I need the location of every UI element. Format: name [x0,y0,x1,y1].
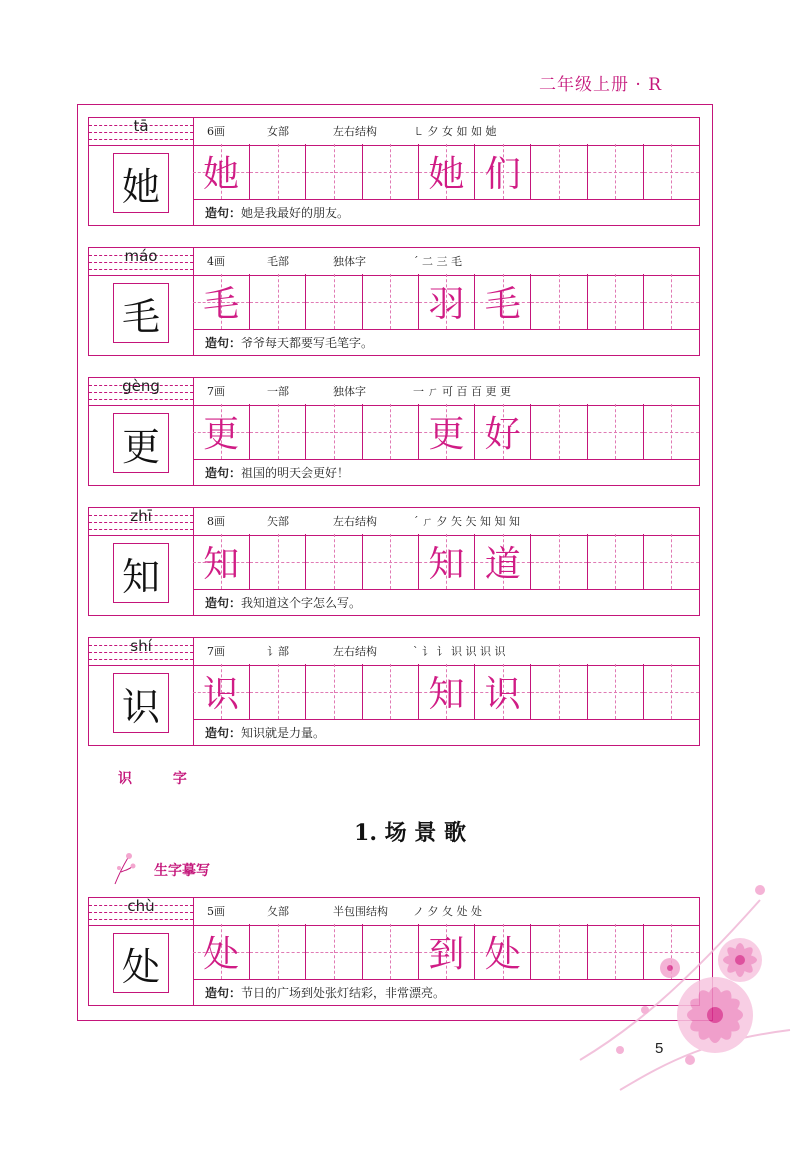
practice-char: 她 [203,154,240,195]
model-char: 处 [113,933,169,993]
sentence-label: 造句： [205,466,242,480]
practice-cell [530,664,586,719]
practice-cell [418,924,474,979]
pinyin-row [88,637,700,666]
pinyin-box [89,508,194,535]
stroke-count: 6画 [207,125,225,138]
practice-cell [643,534,699,589]
example-sentence [205,594,361,611]
structure: 左右结构 [333,645,377,658]
model-char: 知 [113,543,169,603]
practice-cell [587,534,643,589]
model-char: 更 [113,413,169,473]
practice-cell [587,664,643,719]
sentence-text: 她是我最好的朋友。 [241,206,350,220]
sentence-label: 造句： [205,726,242,740]
practice-char: 知 [428,674,465,715]
pinyin: gèng [122,377,160,395]
character-entry [88,247,700,357]
radical: 矢部 [267,515,289,528]
example-sentence [205,464,349,481]
practice-cell [305,664,361,719]
practice-char [250,534,305,589]
pinyin-box [89,638,194,665]
model-char: 她 [113,153,169,213]
practice-cell [587,274,643,329]
practice-char [363,534,418,589]
page-number: 5 [655,1040,664,1057]
practice-char [250,924,305,979]
practice-char [306,534,361,589]
practice-char [306,924,361,979]
practice-cell [587,924,643,979]
pinyin-row [88,377,700,406]
practice-char: 更 [203,414,240,455]
practice-cell [193,274,249,329]
practice-cell [530,534,586,589]
practice-char: 道 [484,544,521,585]
practice-char: 毛 [484,284,521,325]
practice-char: 处 [203,934,240,975]
practice-cell [362,274,418,329]
writing-row [88,664,700,746]
sentence-label: 造句： [205,596,242,610]
structure: 左右结构 [333,515,377,528]
structure: 独体字 [333,385,366,398]
practice-cell [305,274,361,329]
practice-char [644,144,699,199]
practice-char: 羽 [428,284,465,325]
model-char-box [89,924,194,1005]
practice-char: 知 [203,544,240,585]
sentence-text: 我知道这个字怎么写。 [241,596,362,610]
pinyin-box [89,898,194,925]
practice-cell [418,144,474,199]
practice-char [250,274,305,329]
radical: 女部 [267,125,289,138]
flower-icon [107,848,147,888]
practice-char [363,404,418,459]
pinyin-box [89,378,194,405]
pinyin-row [88,117,700,146]
flower-decoration-icon [560,860,800,1100]
practice-char [588,404,643,459]
character-entry [88,637,700,747]
sentence-text: 爷爷每天都要写毛笔字。 [241,336,374,350]
practice-cell [362,404,418,459]
example-sentence [205,204,349,221]
practice-cell [249,274,305,329]
example-sentence [205,334,373,351]
practice-char [363,274,418,329]
sentence-label: 造句： [205,986,242,1000]
model-char: 识 [113,673,169,733]
practice-char [531,404,586,459]
stroke-order: ˋ 讠 讠 识 识 识 识 [413,645,506,658]
practice-cell [418,534,474,589]
practice-char [363,144,418,199]
practice-cell [305,144,361,199]
section-label: 识 字 [118,771,205,787]
practice-char [588,534,643,589]
practice-grid [193,924,699,980]
character-entry [88,117,700,227]
practice-cell [643,924,699,979]
sentence-text: 祖国的明天会更好！ [241,466,350,480]
practice-cell [305,924,361,979]
practice-cell [305,404,361,459]
sentence-label: 造句： [205,336,242,350]
practice-cell [530,144,586,199]
practice-cell [249,534,305,589]
practice-char: 识 [203,674,240,715]
practice-char [250,144,305,199]
writing-row [88,274,700,356]
practice-cell [193,144,249,199]
practice-char [531,534,586,589]
lesson-title: 1. 场 景 歌 [354,820,466,846]
practice-char [644,924,699,979]
practice-char: 们 [484,154,521,195]
practice-cell [418,274,474,329]
practice-cell [530,274,586,329]
practice-cell [249,144,305,199]
practice-cell [418,404,474,459]
practice-char: 好 [484,414,521,455]
practice-cell [249,924,305,979]
practice-char [531,664,586,719]
model-char-box [89,664,194,745]
structure: 独体字 [333,255,366,268]
sentence-label: 造句： [205,206,242,220]
practice-cell [474,534,530,589]
practice-char [363,924,418,979]
practice-cell [305,534,361,589]
practice-char: 知 [428,544,465,585]
practice-cell [362,664,418,719]
practice-cell [193,534,249,589]
practice-cell [249,664,305,719]
stroke-order: 一 ㄏ 可 百 百 更 更 [413,385,511,398]
sentence-text: 节日的广场到处张灯结彩，非常漂亮。 [241,986,446,1000]
model-char-box [89,534,194,615]
practice-cell [530,404,586,459]
radical: 一部 [267,385,289,398]
practice-char: 更 [428,414,465,455]
practice-char [531,144,586,199]
sentence-text: 知识就是力量。 [241,726,326,740]
stroke-order: ノ 夕 夂 处 处 [413,905,482,918]
stroke-order: ˊ 二 三 毛 [413,255,462,268]
practice-char [644,274,699,329]
practice-cell [193,664,249,719]
practice-cell [249,404,305,459]
pinyin: chù [127,897,155,915]
practice-char [588,144,643,199]
practice-char: 识 [484,674,521,715]
structure: 半包围结构 [333,905,388,918]
practice-cell [362,534,418,589]
example-sentence [205,984,445,1001]
practice-cell [474,274,530,329]
pinyin: máo [124,247,158,265]
pinyin-box [89,118,194,145]
practice-char: 她 [428,154,465,195]
practice-char: 到 [428,934,465,975]
practice-cell [643,144,699,199]
practice-grid [193,664,699,720]
pinyin-row [88,247,700,276]
practice-grid [193,534,699,590]
practice-char [363,664,418,719]
practice-char [306,274,361,329]
stroke-count: 7画 [207,385,225,398]
character-entry [88,377,700,487]
writing-row [88,404,700,486]
stroke-count: 7画 [207,645,225,658]
practice-char [644,664,699,719]
stroke-order: ˊ ㄏ 夕 矢 矢 知 知 知 [413,515,520,528]
example-sentence [205,724,325,741]
practice-char [588,924,643,979]
stroke-order: ㇄ 夕 女 如 如 她 [413,125,497,138]
practice-char [531,274,586,329]
writing-row [88,534,700,616]
stroke-count: 5画 [207,905,225,918]
model-char-box [89,404,194,485]
practice-char [306,144,361,199]
practice-char [588,664,643,719]
practice-cell [643,274,699,329]
practice-cell [418,664,474,719]
practice-cell [587,404,643,459]
practice-char [250,664,305,719]
model-char: 毛 [113,283,169,343]
stroke-count: 8画 [207,515,225,528]
practice-cell [362,924,418,979]
structure: 左右结构 [333,125,377,138]
practice-cell [474,144,530,199]
stroke-count: 4画 [207,255,225,268]
pinyin: shí [130,637,152,655]
practice-cell [530,924,586,979]
practice-cell [643,664,699,719]
practice-char [250,404,305,459]
grade-label: 二年级上册 · R [538,75,662,95]
practice-char [306,664,361,719]
radical: 夂部 [267,905,289,918]
practice-heading: 生字摹写 [154,863,210,879]
model-char-box [89,274,194,355]
practice-grid [193,404,699,460]
practice-cell [474,924,530,979]
practice-char: 毛 [203,284,240,325]
practice-char [644,404,699,459]
practice-cell [643,404,699,459]
practice-cell [474,404,530,459]
practice-cell [474,664,530,719]
practice-grid [193,144,699,200]
practice-char [531,924,586,979]
writing-row [88,144,700,226]
radical: 毛部 [267,255,289,268]
practice-grid [193,274,699,330]
pinyin: zhī [130,507,152,525]
practice-cell [193,924,249,979]
practice-char [588,274,643,329]
practice-char: 处 [484,934,521,975]
practice-cell [362,144,418,199]
pinyin-box [89,248,194,275]
pinyin-row [88,507,700,536]
practice-cell [587,144,643,199]
practice-cell [193,404,249,459]
model-char-box [89,144,194,225]
practice-char [306,404,361,459]
radical: 讠部 [267,645,289,658]
character-entry [88,507,700,617]
practice-char [644,534,699,589]
pinyin: tā [133,117,149,135]
